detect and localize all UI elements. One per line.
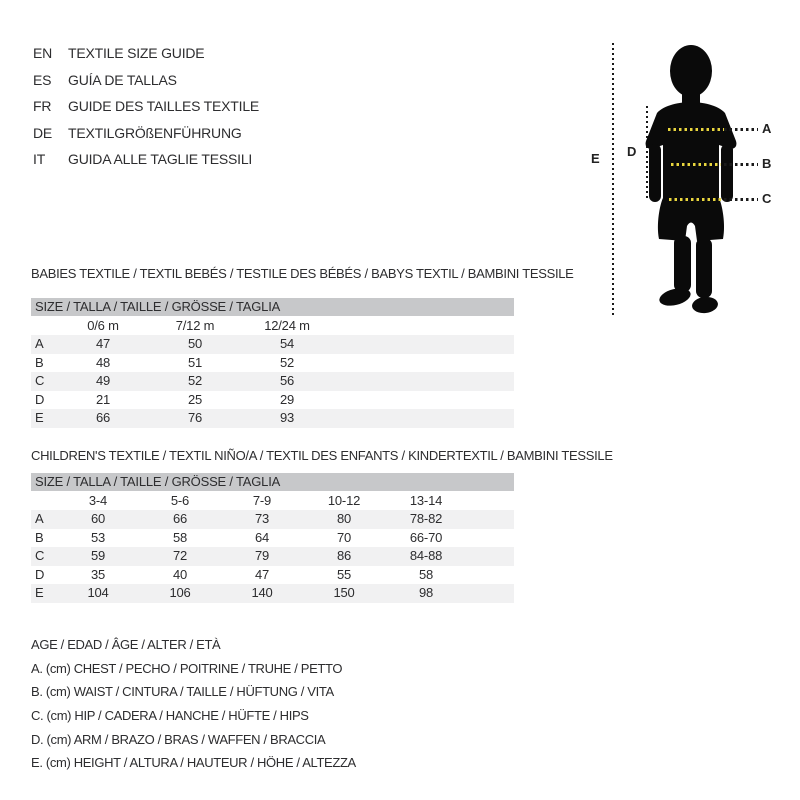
row-label: B <box>35 529 44 545</box>
lang-title: GUIDE DES TAILLES TEXTILE <box>68 98 260 114</box>
cell-value: 56 <box>279 373 295 389</box>
cell-value: 106 <box>169 585 191 601</box>
cell-value: 76 <box>187 410 203 426</box>
silhouette-right-foot <box>691 296 719 315</box>
age-column: 5-6 <box>170 493 190 508</box>
lang-title: TEXTILE SIZE GUIDE <box>68 45 205 61</box>
chest-measure-leader-A <box>724 128 758 131</box>
label-D: D <box>627 144 637 159</box>
children-age-columns <box>31 491 514 510</box>
lang-title: GUÍA DE TALLAS <box>68 71 177 88</box>
cell-value: 54 <box>279 336 295 351</box>
cell-value: 51 <box>187 354 203 370</box>
cell-value: 52 <box>187 373 203 389</box>
cell-value: 47 <box>95 336 111 351</box>
cell-value: 66 <box>95 410 111 426</box>
cell-value: 98 <box>418 585 434 601</box>
lang-code: EN <box>33 45 53 61</box>
babies-section-heading: BABIES TEXTILE / TEXTIL BEBÉS / TESTILE DES BÉBÉS / BABYS TEXTIL / BAMBINI TESSILE <box>31 266 574 281</box>
lang-row-it <box>33 149 259 169</box>
row-label: D <box>35 391 45 407</box>
row-label: A <box>35 336 44 351</box>
table-row <box>31 529 514 548</box>
age-column: 7/12 m <box>175 318 215 333</box>
cell-value: 58 <box>418 566 434 582</box>
row-label: C <box>35 548 45 564</box>
babies-table-header: SIZE / TALLA / TAILLE / GRÖSSE / TAGLIA <box>31 298 514 316</box>
cell-value: 79 <box>254 548 270 564</box>
legend-arm: D. (cm) ARM / BRAZO / BRAS / WAFFEN / BRACCIA <box>31 731 326 747</box>
age-column: 3-4 <box>88 493 108 508</box>
silhouette-left-arm <box>649 144 661 202</box>
table-row <box>31 354 514 373</box>
age-column: 13-14 <box>409 493 443 508</box>
cell-value: 52 <box>279 354 295 370</box>
language-list <box>33 43 259 176</box>
chest-measure-line-A <box>668 128 724 131</box>
row-label: E <box>35 585 44 601</box>
legend-waist: B. (cm) WAIST / CINTURA / TAILLE / HÜFTUNG / VITA <box>31 684 334 700</box>
lang-row-de <box>33 123 259 143</box>
cell-value: 60 <box>90 511 106 526</box>
children-table-header: SIZE / TALLA / TAILLE / GRÖSSE / TAGLIA <box>31 473 514 491</box>
cell-value: 78-82 <box>409 511 443 526</box>
table-row <box>31 584 514 603</box>
cell-value: 72 <box>172 548 188 564</box>
hip-measure-leader-C <box>724 198 758 201</box>
silhouette-right-leg <box>696 238 712 298</box>
waist-measure-line-B <box>671 163 721 166</box>
cell-value: 58 <box>172 529 188 545</box>
cell-value: 59 <box>90 548 106 564</box>
cell-value: 48 <box>95 354 111 370</box>
cell-value: 55 <box>336 566 352 582</box>
cell-value: 21 <box>95 391 111 407</box>
label-A: A <box>762 121 772 136</box>
legend-age: AGE / EDAD / ÂGE / ALTER / ETÀ <box>31 637 221 652</box>
measurement-figure <box>590 28 800 328</box>
cell-value: 93 <box>279 410 295 426</box>
lang-code: FR <box>33 98 52 114</box>
children-size-table <box>31 473 514 603</box>
children-section-heading: CHILDREN'S TEXTILE / TEXTIL NIÑO/A / TEXTIL DES ENFANTS / KINDERTEXTIL / BAMBINI TESSILE <box>31 448 613 463</box>
age-column: 7-9 <box>252 493 272 508</box>
cell-value: 29 <box>279 391 295 407</box>
cell-value: 47 <box>254 566 270 582</box>
cell-value: 140 <box>251 585 273 601</box>
table-row <box>31 335 514 354</box>
cell-value: 66 <box>172 511 188 526</box>
empty-corner-cell <box>31 316 57 335</box>
lang-row-es <box>33 70 259 90</box>
lang-code: DE <box>33 124 53 141</box>
cell-value: 70 <box>336 529 352 545</box>
cell-value: 25 <box>187 391 203 407</box>
table-row <box>31 510 514 529</box>
row-label: E <box>35 410 44 426</box>
cell-value: 84-88 <box>409 548 443 564</box>
age-column: 12/24 m <box>264 318 310 333</box>
cell-value: 66-70 <box>409 529 443 545</box>
cell-value: 86 <box>336 548 352 564</box>
cell-value: 150 <box>333 585 355 601</box>
cell-value: 80 <box>336 511 352 526</box>
label-E: E <box>591 151 600 166</box>
age-column: 0/6 m <box>87 318 119 333</box>
hip-measure-line-C <box>669 198 723 201</box>
cell-value: 64 <box>254 529 270 545</box>
age-column: 10-12 <box>327 493 361 508</box>
waist-measure-leader-B <box>724 163 758 166</box>
row-label: D <box>35 566 45 582</box>
cell-value: 35 <box>90 566 106 582</box>
measurement-legend <box>31 633 356 775</box>
babies-age-columns <box>31 316 514 335</box>
cell-value: 53 <box>90 529 106 545</box>
cell-value: 50 <box>187 336 203 351</box>
label-B: B <box>762 156 772 171</box>
row-label: A <box>35 511 44 526</box>
lang-title: GUIDA ALLE TAGLIE TESSILI <box>68 151 253 167</box>
table-row <box>31 409 514 428</box>
silhouette-right-arm <box>721 144 733 202</box>
table-row <box>31 547 514 566</box>
legend-chest: A. (cm) CHEST / PECHO / POITRINE / TRUHE / PETTO <box>31 660 343 676</box>
child-silhouette-icon <box>590 28 800 328</box>
empty-corner-cell <box>31 491 57 510</box>
silhouette-shorts <box>658 198 724 241</box>
lang-row-fr <box>33 96 259 116</box>
lang-title: TEXTILGRÖßENFÜHRUNG <box>68 124 242 141</box>
row-label: C <box>35 373 45 389</box>
table-row <box>31 372 514 391</box>
cell-value: 40 <box>172 566 188 582</box>
lang-row-en <box>33 43 259 63</box>
label-C: C <box>762 191 772 206</box>
row-label: B <box>35 354 44 370</box>
legend-height: E. (cm) HEIGHT / ALTURA / HAUTEUR / HÖHE / ALTEZZA <box>31 755 356 771</box>
cell-value: 73 <box>254 511 270 526</box>
silhouette-left-leg <box>674 236 691 292</box>
cell-value: 49 <box>95 373 111 389</box>
table-row <box>31 391 514 410</box>
legend-hip: C. (cm) HIP / CADERA / HANCHE / HÜFTE / HIPS <box>31 708 309 724</box>
lang-code: ES <box>33 71 52 88</box>
table-row <box>31 566 514 585</box>
lang-code: IT <box>33 151 46 167</box>
babies-size-table <box>31 298 514 428</box>
cell-value: 104 <box>87 585 109 601</box>
